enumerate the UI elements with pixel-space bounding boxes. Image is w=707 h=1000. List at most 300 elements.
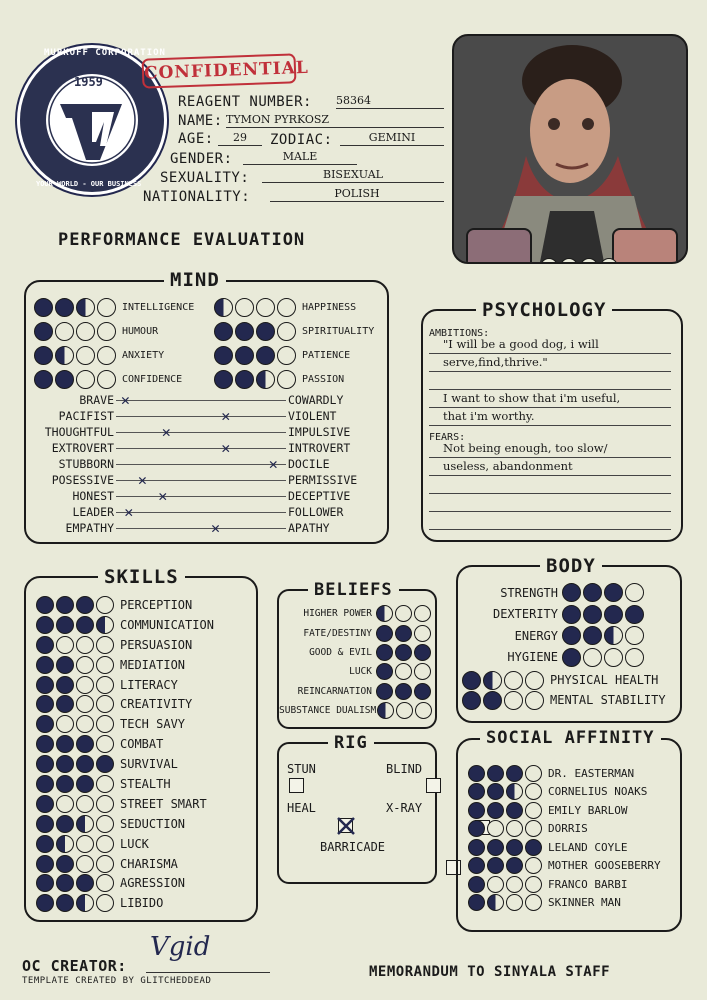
- rating-dot[interactable]: [525, 894, 542, 911]
- rating-dot[interactable]: [96, 874, 114, 892]
- scale-marker-icon[interactable]: ✕: [161, 422, 171, 441]
- stat-row: [36, 834, 214, 854]
- rig-stun-label: STUN: [287, 762, 316, 776]
- rating-dot[interactable]: [277, 298, 296, 317]
- rating-dot[interactable]: [76, 656, 94, 674]
- scale-left-label: EXTROVERT: [51, 441, 114, 455]
- social-title: SOCIAL AFFINITY: [480, 728, 661, 748]
- rating-dots: [36, 656, 116, 674]
- rating-dot[interactable]: [96, 815, 114, 833]
- portrait-frame: [452, 34, 688, 264]
- rating-dot[interactable]: [604, 583, 623, 602]
- stat-row: [34, 319, 194, 343]
- rig-stun-checkbox[interactable]: [289, 778, 304, 793]
- stat-label: CREATIVITY: [120, 697, 193, 712]
- rating-dot[interactable]: [377, 702, 394, 719]
- rig-heal-checkbox[interactable]: [338, 818, 353, 833]
- rating-dot[interactable]: [583, 583, 602, 602]
- stat-row: [214, 343, 374, 367]
- rating-dot[interactable]: [55, 298, 74, 317]
- rating-dot[interactable]: [76, 775, 94, 793]
- handwritten-line: that i'm worthy.: [429, 408, 671, 426]
- stat-label: FRANCO BARBI: [548, 877, 628, 891]
- rig-heal-label: HEAL: [287, 801, 316, 815]
- rating-dot[interactable]: [56, 735, 74, 753]
- rig-xray-label: X-RAY: [386, 801, 423, 815]
- rating-dot[interactable]: [487, 765, 504, 782]
- rating-dot[interactable]: [395, 663, 412, 680]
- rating-dot[interactable]: [395, 644, 412, 661]
- rating-dot[interactable]: [76, 755, 94, 773]
- body-title: BODY: [540, 556, 602, 576]
- stat-row: [214, 295, 374, 319]
- rating-dot[interactable]: [96, 616, 114, 634]
- rating-dots: [36, 894, 116, 912]
- stat-row: [214, 367, 374, 391]
- rating-dot[interactable]: [525, 876, 542, 893]
- rating-dot[interactable]: [96, 695, 114, 713]
- rating-dot[interactable]: [487, 857, 504, 874]
- rating-dot[interactable]: [96, 775, 114, 793]
- scale-track[interactable]: [116, 502, 286, 521]
- rating-dot[interactable]: [525, 857, 542, 874]
- rating-dot[interactable]: [415, 702, 432, 719]
- rig-title: RIG: [328, 733, 374, 753]
- stat-row: [36, 754, 214, 774]
- rating-dot[interactable]: [235, 298, 254, 317]
- rating-dot[interactable]: [34, 370, 53, 389]
- rating-dot[interactable]: [76, 596, 94, 614]
- rating-dot[interactable]: [76, 636, 94, 654]
- scale-right-label: DECEPTIVE: [288, 489, 351, 503]
- rating-dots: [376, 663, 433, 680]
- stat-label: STEALTH: [120, 776, 171, 791]
- scale-marker-icon[interactable]: ✕: [120, 390, 130, 409]
- rating-dot[interactable]: [487, 802, 504, 819]
- rating-dot[interactable]: [56, 894, 74, 912]
- stat-row: [468, 857, 661, 876]
- rating-dot[interactable]: [56, 695, 74, 713]
- stat-label: LELAND COYLE: [548, 840, 628, 854]
- rating-dot[interactable]: [525, 671, 544, 690]
- personality-scale: [30, 488, 380, 504]
- scale-right-label: FOLLOWER: [288, 505, 344, 519]
- rating-dots: [462, 671, 546, 690]
- rating-dot[interactable]: [36, 636, 54, 654]
- rating-dot[interactable]: [604, 626, 623, 645]
- rating-dot[interactable]: [76, 894, 94, 912]
- rig-blind-label: BLIND: [386, 762, 423, 776]
- rating-dot[interactable]: [34, 298, 53, 317]
- rating-dot[interactable]: [96, 795, 114, 813]
- scale-right-label: COWARDLY: [288, 393, 344, 407]
- rating-dot[interactable]: [96, 676, 114, 694]
- scale-track[interactable]: [116, 518, 286, 537]
- rating-dot[interactable]: [625, 605, 644, 624]
- stat-label: SURVIVAL: [120, 757, 178, 772]
- personality-scale: [30, 520, 380, 536]
- rating-dot[interactable]: [396, 702, 413, 719]
- stat-row: [468, 783, 661, 802]
- rating-dot[interactable]: [76, 695, 94, 713]
- rating-dot[interactable]: [36, 735, 54, 753]
- personality-scale: [30, 408, 380, 424]
- rating-dot[interactable]: [468, 857, 485, 874]
- rating-dot[interactable]: [36, 795, 54, 813]
- personality-scale: [30, 440, 380, 456]
- rating-dot[interactable]: [506, 894, 523, 911]
- rating-dots: [214, 346, 298, 365]
- rating-dot[interactable]: [36, 695, 54, 713]
- rating-dot[interactable]: [462, 671, 481, 690]
- rating-dot[interactable]: [56, 656, 74, 674]
- rating-dot[interactable]: [604, 648, 623, 667]
- oc-creator-label: OC CREATOR:: [22, 957, 127, 975]
- rating-dot[interactable]: [34, 346, 53, 365]
- stat-row: [36, 635, 214, 655]
- rating-dot[interactable]: [76, 298, 95, 317]
- rating-dots: [562, 583, 646, 602]
- rating-dot[interactable]: [414, 605, 431, 622]
- rating-dot[interactable]: [36, 755, 54, 773]
- stat-row: [36, 615, 214, 635]
- rating-dot[interactable]: [56, 835, 74, 853]
- rating-dot[interactable]: [36, 855, 54, 873]
- rating-dot[interactable]: [395, 683, 412, 700]
- rating-dot[interactable]: [97, 346, 116, 365]
- rating-dot[interactable]: [506, 857, 523, 874]
- rating-dot[interactable]: [36, 596, 54, 614]
- rating-dot[interactable]: [56, 795, 74, 813]
- rating-dot[interactable]: [76, 676, 94, 694]
- rating-dot[interactable]: [525, 802, 542, 819]
- rating-dot[interactable]: [583, 648, 602, 667]
- rating-dot[interactable]: [235, 322, 254, 341]
- rating-dot[interactable]: [583, 626, 602, 645]
- stat-row: [279, 701, 433, 720]
- logo-slogan: YOUR WORLD - OUR BUSINESS: [36, 180, 142, 188]
- rig-blind-checkbox[interactable]: [426, 778, 441, 793]
- rating-dot[interactable]: [468, 820, 485, 837]
- stat-row: [36, 854, 214, 874]
- rating-dots: [36, 795, 116, 813]
- rating-dots: [376, 644, 433, 661]
- logo-company: MURKOFF CORPORATION: [44, 48, 166, 58]
- rating-dot[interactable]: [76, 735, 94, 753]
- sexuality-label: SEXUALITY:: [160, 170, 250, 186]
- rating-dot[interactable]: [462, 691, 481, 710]
- rating-dot[interactable]: [504, 671, 523, 690]
- rating-dots: [462, 691, 546, 710]
- rating-dot[interactable]: [506, 765, 523, 782]
- rating-dot[interactable]: [395, 625, 412, 642]
- rating-dot[interactable]: [376, 605, 393, 622]
- rating-dot[interactable]: [96, 596, 114, 614]
- rating-dot[interactable]: [562, 648, 581, 667]
- reagent-value: 58364: [336, 94, 444, 109]
- rating-dot[interactable]: [96, 755, 114, 773]
- rating-dot[interactable]: [76, 370, 95, 389]
- stat-label: SPIRITUALITY: [302, 325, 375, 337]
- stat-row: [36, 655, 214, 675]
- gender-value: MALE: [243, 150, 357, 165]
- rating-dot[interactable]: [376, 625, 393, 642]
- rating-dot[interactable]: [277, 346, 296, 365]
- scale-left-label: EMPATHY: [65, 521, 114, 535]
- rating-dot[interactable]: [97, 322, 116, 341]
- stat-label: PATIENCE: [302, 349, 351, 361]
- rating-dot[interactable]: [562, 626, 581, 645]
- rating-dot[interactable]: [483, 691, 502, 710]
- rating-dot[interactable]: [96, 656, 114, 674]
- rating-dot[interactable]: [76, 616, 94, 634]
- rating-dot[interactable]: [55, 370, 74, 389]
- rating-dot[interactable]: [96, 835, 114, 853]
- stat-label: CORNELIUS NOAKS: [548, 785, 648, 799]
- age-label: AGE:: [178, 131, 214, 147]
- rating-dot[interactable]: [395, 605, 412, 622]
- rating-dot[interactable]: [414, 683, 431, 700]
- rating-dot[interactable]: [76, 835, 94, 853]
- rating-dot[interactable]: [214, 370, 233, 389]
- rating-dot[interactable]: [56, 874, 74, 892]
- name-label: NAME:: [178, 113, 223, 129]
- rating-dot[interactable]: [525, 783, 542, 800]
- rating-dot[interactable]: [56, 815, 74, 833]
- scale-left-label: HONEST: [72, 489, 114, 503]
- rating-dot[interactable]: [214, 322, 233, 341]
- scale-marker-icon[interactable]: ✕: [211, 518, 221, 537]
- stat-label: INTELLIGENCE: [122, 301, 195, 313]
- rating-dot[interactable]: [235, 346, 254, 365]
- rating-dot[interactable]: [376, 683, 393, 700]
- rating-dot[interactable]: [214, 346, 233, 365]
- handwritten-line: [429, 494, 671, 512]
- stat-label: SKINNER MAN: [548, 896, 621, 910]
- stat-label: LIBIDO: [120, 896, 164, 911]
- rating-dot[interactable]: [414, 644, 431, 661]
- stat-row: [279, 662, 433, 681]
- rating-dot[interactable]: [506, 820, 523, 837]
- stat-label: STRENGTH: [500, 585, 558, 600]
- rating-dot[interactable]: [56, 855, 74, 873]
- rating-dots: [34, 346, 118, 365]
- rating-dot[interactable]: [36, 835, 54, 853]
- rating-dot[interactable]: [468, 876, 485, 893]
- rating-dots: [468, 783, 544, 800]
- name-value: TYMON PYRKOSZ: [226, 113, 444, 128]
- rating-dots: [562, 648, 646, 667]
- scale-marker-icon[interactable]: ✕: [221, 406, 231, 425]
- scale-marker-icon[interactable]: ✕: [221, 438, 231, 457]
- scale-marker-icon[interactable]: ✕: [158, 486, 168, 505]
- rating-dot[interactable]: [525, 691, 544, 710]
- rating-dot[interactable]: [34, 322, 53, 341]
- rating-dot[interactable]: [414, 625, 431, 642]
- rating-dot[interactable]: [604, 605, 623, 624]
- rating-dot[interactable]: [96, 855, 114, 873]
- rating-dot[interactable]: [97, 370, 116, 389]
- rating-dot[interactable]: [76, 715, 94, 733]
- rating-dot[interactable]: [56, 755, 74, 773]
- rating-dot[interactable]: [96, 735, 114, 753]
- rating-dot[interactable]: [256, 370, 275, 389]
- scale-marker-icon[interactable]: ✕: [124, 502, 134, 521]
- rating-dot[interactable]: [625, 648, 644, 667]
- scale-track[interactable]: [116, 406, 286, 425]
- scale-track[interactable]: [116, 454, 286, 473]
- handwritten-line: useless, abandonment: [429, 458, 671, 476]
- rating-dots: [36, 815, 116, 833]
- rating-dot[interactable]: [36, 815, 54, 833]
- rating-dot[interactable]: [235, 370, 254, 389]
- rating-dot[interactable]: [56, 596, 74, 614]
- rating-dot[interactable]: [625, 626, 644, 645]
- rating-dot[interactable]: [36, 616, 54, 634]
- rating-dot[interactable]: [36, 676, 54, 694]
- rating-dot[interactable]: [96, 715, 114, 733]
- rating-dot[interactable]: [525, 839, 542, 856]
- rating-dot[interactable]: [506, 876, 523, 893]
- stat-row: [214, 319, 374, 343]
- rating-dot[interactable]: [525, 820, 542, 837]
- fears-lines: [429, 440, 671, 530]
- rating-dot[interactable]: [96, 636, 114, 654]
- rating-dot[interactable]: [376, 644, 393, 661]
- rating-dots: [36, 616, 116, 634]
- rating-dot[interactable]: [36, 715, 54, 733]
- rating-dot[interactable]: [76, 874, 94, 892]
- rating-dot[interactable]: [506, 783, 523, 800]
- oc-creator-signature: Vgid: [150, 932, 211, 962]
- scale-track[interactable]: [116, 422, 286, 441]
- stat-row: [36, 774, 214, 794]
- scale-left-label: THOUGHTFUL: [44, 425, 114, 439]
- portrait-dots: [540, 258, 620, 264]
- nationality-value: POLISH: [270, 187, 444, 202]
- rating-dots: [468, 802, 544, 819]
- stat-label: PERSUASION: [120, 637, 193, 652]
- rating-dots: [214, 298, 298, 317]
- scale-track[interactable]: [116, 470, 286, 489]
- rating-dot[interactable]: [562, 583, 581, 602]
- rating-dot[interactable]: [376, 663, 393, 680]
- stat-row: [462, 670, 666, 690]
- rating-dot[interactable]: [97, 298, 116, 317]
- rating-dot[interactable]: [36, 656, 54, 674]
- rating-dot[interactable]: [562, 605, 581, 624]
- rating-dot[interactable]: [625, 583, 644, 602]
- rating-dot[interactable]: [36, 775, 54, 793]
- rating-dot[interactable]: [468, 783, 485, 800]
- zodiac-label: ZODIAC:: [270, 132, 333, 148]
- rating-dot[interactable]: [76, 795, 94, 813]
- rating-dot[interactable]: [256, 298, 275, 317]
- rating-dot[interactable]: [56, 616, 74, 634]
- rating-dot[interactable]: [36, 894, 54, 912]
- rating-dot[interactable]: [55, 322, 74, 341]
- rating-dot[interactable]: [487, 839, 504, 856]
- rating-dot[interactable]: [76, 346, 95, 365]
- scale-left-label: BRAVE: [79, 393, 114, 407]
- scale-right-label: PERMISSIVE: [288, 473, 358, 487]
- stat-label: CONFIDENCE: [122, 373, 183, 385]
- rating-dot[interactable]: [487, 783, 504, 800]
- rating-dot[interactable]: [468, 765, 485, 782]
- rating-dot[interactable]: [483, 671, 502, 690]
- logo-year: 1959: [74, 75, 103, 89]
- scale-track[interactable]: [116, 486, 286, 505]
- rating-dots: [214, 322, 298, 341]
- rating-dot[interactable]: [468, 839, 485, 856]
- rating-dots: [468, 894, 544, 911]
- rating-dot[interactable]: [56, 715, 74, 733]
- rating-dots: [36, 855, 116, 873]
- rating-dot[interactable]: [256, 346, 275, 365]
- scale-marker-icon[interactable]: ✕: [137, 470, 147, 489]
- rating-dots: [34, 370, 118, 389]
- stat-label: REINCARNATION: [297, 685, 372, 697]
- rating-dots: [468, 876, 544, 893]
- stat-label: SEDUCTION: [120, 816, 186, 831]
- handwritten-line: I want to show that i'm useful,: [429, 390, 671, 408]
- rating-dot[interactable]: [55, 346, 74, 365]
- scale-track[interactable]: [116, 438, 286, 457]
- rating-dot[interactable]: [96, 894, 114, 912]
- performance-title: PERFORMANCE EVALUATION: [58, 230, 306, 250]
- rating-dot[interactable]: [256, 322, 275, 341]
- rating-dot[interactable]: [487, 820, 504, 837]
- rating-dot[interactable]: [525, 765, 542, 782]
- rating-dot[interactable]: [56, 636, 74, 654]
- rating-dot[interactable]: [56, 775, 74, 793]
- stat-label: DORRIS: [548, 822, 588, 836]
- social-list: [468, 764, 661, 912]
- rating-dots: [36, 715, 116, 733]
- rating-dot[interactable]: [36, 874, 54, 892]
- rating-dot[interactable]: [277, 370, 296, 389]
- stat-row: [36, 675, 214, 695]
- stat-row: [34, 343, 194, 367]
- personality-scale: [30, 504, 380, 520]
- rating-dot[interactable]: [506, 839, 523, 856]
- rating-dot[interactable]: [468, 802, 485, 819]
- ambitions-lines: [429, 336, 671, 426]
- scale-track[interactable]: [116, 390, 286, 409]
- stat-label: ANXIETY: [122, 349, 165, 361]
- memorandum: MEMORANDUM TO SINYALA STAFF: [369, 964, 611, 980]
- rating-dot[interactable]: [76, 322, 95, 341]
- nationality-label: NATIONALITY:: [143, 189, 251, 205]
- skills-title: SKILLS: [98, 567, 185, 587]
- rating-dot[interactable]: [214, 298, 233, 317]
- rating-dot[interactable]: [506, 802, 523, 819]
- rating-dot[interactable]: [487, 894, 504, 911]
- ambitions-label: AMBITIONS:: [429, 328, 490, 339]
- rating-dot[interactable]: [414, 663, 431, 680]
- stat-row: [462, 690, 666, 710]
- rating-dot[interactable]: [487, 876, 504, 893]
- rating-dot[interactable]: [56, 676, 74, 694]
- rating-dot[interactable]: [504, 691, 523, 710]
- gender-label: GENDER:: [170, 151, 233, 167]
- rating-dot[interactable]: [76, 815, 94, 833]
- rating-dot[interactable]: [76, 855, 94, 873]
- rating-dot[interactable]: [277, 322, 296, 341]
- rating-dot[interactable]: [468, 894, 485, 911]
- rating-dot[interactable]: [583, 605, 602, 624]
- scale-marker-icon[interactable]: ✕: [268, 454, 278, 473]
